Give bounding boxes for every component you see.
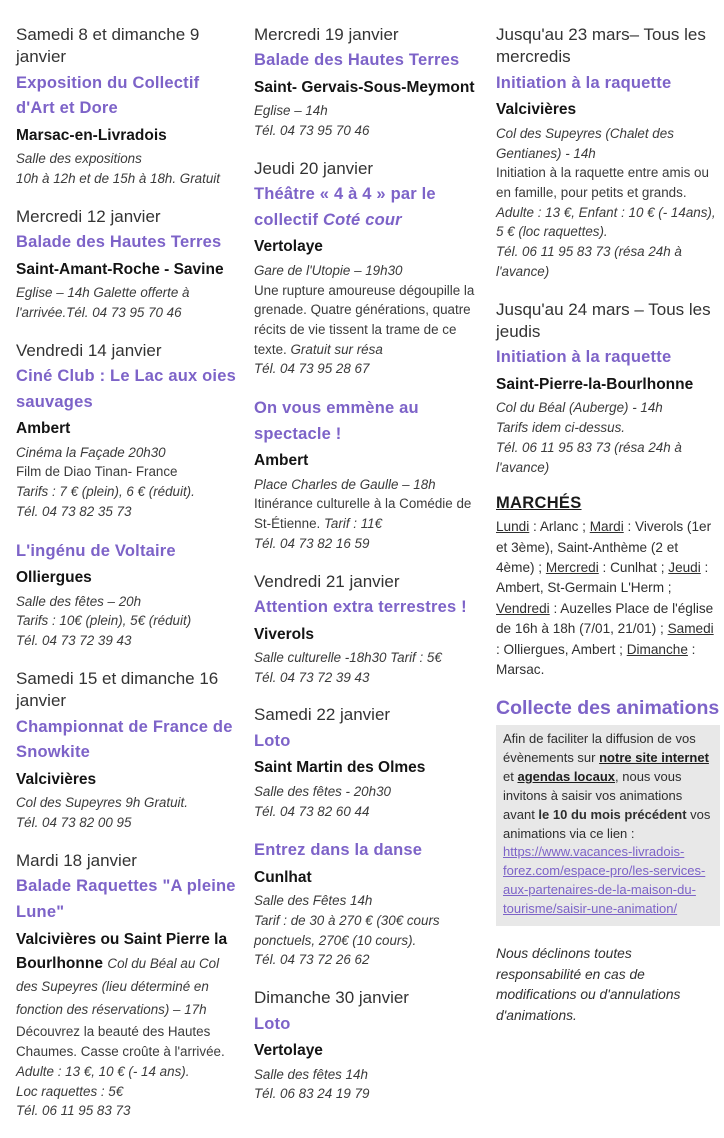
event-date: Mercredi 19 janvier xyxy=(254,25,399,44)
event-location: Valcivières xyxy=(16,770,97,788)
collecte-title: Collecte des animations xyxy=(496,697,720,720)
event-location: Cunlhat xyxy=(254,868,312,886)
event-location: Ambert xyxy=(16,420,71,438)
event-title: Entrez dans la danse xyxy=(254,841,423,860)
event-title: Loto xyxy=(254,731,291,750)
market-day: Jeudi xyxy=(668,560,701,576)
event-detail: Tél. 04 73 72 39 43 xyxy=(16,633,132,649)
event-location: Valcivières ou Saint Pierre la Bourlhonne xyxy=(16,931,228,972)
event-title: Balade des Hautes Terres xyxy=(254,51,460,70)
event-section xyxy=(16,850,242,1121)
event-title: Balade des Hautes Terres xyxy=(16,233,222,252)
event-date: Dimanche 30 janvier xyxy=(254,988,409,1008)
event-location: Vertolaye xyxy=(254,1042,323,1060)
event-location: Valcivières xyxy=(496,101,577,119)
event-title: On vous emmène au spectacle ! xyxy=(254,399,419,443)
event-detail: Col du Béal (Auberge) - 14h xyxy=(496,400,663,416)
event-detail: Tél. 04 73 82 60 44 xyxy=(254,803,370,819)
event-section xyxy=(496,24,720,282)
event-section xyxy=(16,24,242,189)
event-price-note: Tarif : 11€ xyxy=(323,516,383,532)
market-places: : Auzelles Place de l'église de 16h à 18h (7/01, 21/01) ; xyxy=(496,600,714,637)
market-places: : Marsac. xyxy=(496,641,696,677)
event-section xyxy=(254,571,484,688)
event-detail: Tarifs : 10€ (plein), 5€ (réduit) xyxy=(16,613,192,629)
event-detail: 10h à 12h et de 15h à 18h. Gratuit xyxy=(16,171,220,187)
event-detail: Découvrez la beauté des Hautes Chaumes. Casse croûte à l'arrivée. xyxy=(16,1024,225,1060)
marches-text xyxy=(496,517,720,680)
market-day: Dimanche xyxy=(626,641,688,657)
event-detail xyxy=(254,281,484,360)
event-detail: Eglise – 14h Galette offerte à l'arrivée.Tél. 04 73 95 70 46 xyxy=(16,285,190,321)
event-price-note: Adulte : 13 €, Enfant : 10 € (- 14ans), 5 € (loc raquettes). xyxy=(496,204,716,240)
event-detail: Salle des fêtes - 20h30 xyxy=(254,783,391,799)
event-detail: Tél. 06 83 24 19 79 xyxy=(254,1086,370,1102)
event-location: Marsac-en-Livradois xyxy=(16,127,167,144)
event-date: Vendredi 14 janvier xyxy=(16,340,162,360)
event-detail: Tél. 04 73 82 16 59 xyxy=(254,535,370,551)
event-detail: Salle des Fêtes 14h xyxy=(254,893,373,909)
submission-url-link[interactable]: https://www.vacances-livradois-forez.com/espace-pro/les-services-aux-partenaires-de-la-maison-du-tourisme/saisir-une-animation/ xyxy=(503,844,706,916)
event-title: Loto xyxy=(254,1014,291,1033)
event-title: Attention extra terrestres ! xyxy=(254,597,467,616)
column-right xyxy=(496,24,720,1138)
event-detail: Tél. 06 11 95 83 73 (résa 24h à l'avance) xyxy=(496,439,682,475)
event-detail xyxy=(496,163,720,242)
collecte-section xyxy=(496,697,720,1026)
event-title: Initiation à la raquette xyxy=(496,348,672,367)
event-description: Initiation à la raquette entre amis ou en famille, pour petits et grands. xyxy=(496,165,709,201)
event-title: Balade Raquettes "A pleine Lune" xyxy=(16,877,236,921)
event-date: Jeudi 20 janvier xyxy=(254,158,374,178)
event-detail: Gare de l'Utopie – 19h30 xyxy=(254,262,403,278)
event-detail: Tél. 04 73 82 35 73 xyxy=(16,503,132,519)
event-location-line xyxy=(16,928,242,1021)
event-description: Une rupture amoureuse dégoupille la grenade. Quatre générations, quatre récits de vie tissent la trame de ce texte. xyxy=(254,282,475,357)
event-location: Vertolaye xyxy=(254,238,323,256)
event-detail: Film de Diao Tinan- France xyxy=(16,464,178,480)
collecte-text: , nous vous invitons à saisir vos animations avant xyxy=(503,769,683,822)
market-day: Lundi xyxy=(496,519,530,535)
event-detail: Salle des fêtes – 20h xyxy=(16,593,142,609)
event-section xyxy=(254,24,484,141)
event-date: Samedi 22 janvier xyxy=(254,705,391,725)
column-middle xyxy=(254,24,484,1138)
event-section xyxy=(16,206,242,323)
event-detail: Tél. 04 73 95 70 46 xyxy=(254,123,370,139)
marches-title: MARCHÉS xyxy=(496,494,582,513)
event-section xyxy=(496,299,720,478)
event-location: Saint- Gervais-Sous-Meymont xyxy=(254,79,475,96)
market-day: Samedi xyxy=(667,621,714,637)
event-detail: Tél. 06 11 95 83 73 (résa 24h à l'avance) xyxy=(496,244,682,279)
event-price-note: Gratuit sur résa xyxy=(290,341,383,357)
event-section xyxy=(254,158,484,379)
event-location-note: Col du Béal au Col des Supeyres (lieu déterminé en fonction des réservations) – 17h xyxy=(16,955,220,1018)
event-title: L'ingénu de Voltaire xyxy=(16,541,176,560)
market-places: : Viverols (1er et 3ème), Saint-Anthème (2 et 4ème) ; xyxy=(496,519,712,576)
event-location: Saint-Pierre-la-Bourlhonne xyxy=(496,375,694,393)
event-date: Jusqu'au 24 mars – Tous les jeudis xyxy=(496,299,711,341)
event-title: Ciné Club : Le Lac aux oies sauvages xyxy=(16,367,236,411)
deadline-emphasis: le 10 du mois précédent xyxy=(538,806,687,822)
collecte-text: vos animations via ce lien : xyxy=(503,806,711,841)
event-detail: Tarif : de 30 à 270 € (30€ cours ponctuels, 270€ (10 cours). xyxy=(254,913,440,948)
marches-section xyxy=(496,494,720,680)
event-title xyxy=(254,182,484,233)
event-location: Olliergues xyxy=(16,569,92,587)
agendas-locaux-link[interactable]: agendas locaux xyxy=(517,769,616,785)
event-detail: Tél. 04 73 72 39 43 xyxy=(254,669,370,685)
event-location: Viverols xyxy=(254,625,315,643)
event-title-main: Théâtre « 4 à 4 » par le collectif xyxy=(254,185,436,229)
event-detail: Loc raquettes : 5€ xyxy=(16,1083,124,1099)
market-places: : Cunlhat ; xyxy=(598,560,669,576)
event-title: Championnat de France de Snowkite xyxy=(16,717,233,762)
event-detail: Salle des fêtes 14h xyxy=(254,1066,368,1082)
event-section xyxy=(254,838,484,970)
event-detail: Place Charles de Gaulle – 18h xyxy=(254,476,436,492)
event-detail: Adulte : 13 €, 10 € (- 14 ans). xyxy=(16,1063,190,1079)
event-date: Mardi 18 janvier xyxy=(16,850,137,870)
event-location: Saint Martin des Olmes xyxy=(254,759,426,777)
collecte-box xyxy=(496,725,720,925)
market-day: Vendredi xyxy=(496,600,550,616)
event-location: Ambert xyxy=(254,452,309,470)
event-detail: Salle des expositions xyxy=(16,151,142,167)
event-section xyxy=(254,396,484,553)
event-title: Initiation à la raquette xyxy=(496,73,672,92)
event-date: Samedi 8 et dimanche 9 janvier xyxy=(16,25,200,67)
event-detail: Cinéma la Façade 20h30 xyxy=(16,444,166,460)
event-detail: Tél. 04 73 72 26 62 xyxy=(254,952,370,968)
event-date: Mercredi 12 janvier xyxy=(16,206,161,226)
event-date: Vendredi 21 janvier xyxy=(254,571,400,591)
event-detail: Tél. 06 11 95 83 73 xyxy=(16,1103,131,1119)
market-places: : Olliergues, Ambert ; xyxy=(496,641,627,657)
event-section xyxy=(254,704,484,821)
event-description: Itinérance culturelle à la Comédie de St-Étienne. xyxy=(254,496,472,532)
event-detail xyxy=(254,494,484,533)
collecte-text: et xyxy=(503,769,518,785)
market-places: : Arlanc ; xyxy=(529,519,590,535)
disclaimer-text: Nous déclinons toutes responsabilité en cas de modifications ou d'annulations d'animations. xyxy=(496,945,681,1023)
event-section xyxy=(16,539,242,651)
event-detail: Tél. 04 73 82 00 95 xyxy=(16,814,132,830)
event-detail: Tél. 04 73 95 28 67 xyxy=(254,361,370,377)
site-internet-link[interactable]: notre site internet xyxy=(599,750,709,766)
event-date: Jusqu'au 23 mars– Tous les mercredis xyxy=(496,25,706,67)
event-detail: Tarifs idem ci-dessus. xyxy=(496,420,625,436)
event-detail: Salle culturelle -18h30 Tarif : 5€ xyxy=(254,650,442,665)
event-detail: Col des Supeyres (Chalet des Gentianes) - 14h xyxy=(496,125,674,161)
event-section xyxy=(16,340,242,522)
column-left xyxy=(16,24,242,1138)
event-title-italic: Coté cour xyxy=(322,210,402,229)
event-location: Saint-Amant-Roche - Savine xyxy=(16,260,224,278)
event-date: Samedi 15 et dimanche 16 janvier xyxy=(16,668,219,711)
event-section xyxy=(254,987,484,1104)
collecte-text: Afin de faciliter la diffusion de vos évènements sur xyxy=(503,731,696,766)
event-detail: Eglise – 14h xyxy=(254,103,328,119)
market-day: Mercredi xyxy=(545,560,599,576)
event-section xyxy=(16,668,242,833)
market-day: Mardi xyxy=(589,519,624,535)
event-detail: Col des Supeyres 9h Gratuit. xyxy=(16,795,188,811)
event-title: Exposition du Collectif d'Art et Dore xyxy=(16,73,200,118)
market-places: : Ambert, St-Germain L'Herm ; xyxy=(496,560,709,596)
event-detail: Tarifs : 7 € (plein), 6 € (réduit). xyxy=(16,484,195,500)
